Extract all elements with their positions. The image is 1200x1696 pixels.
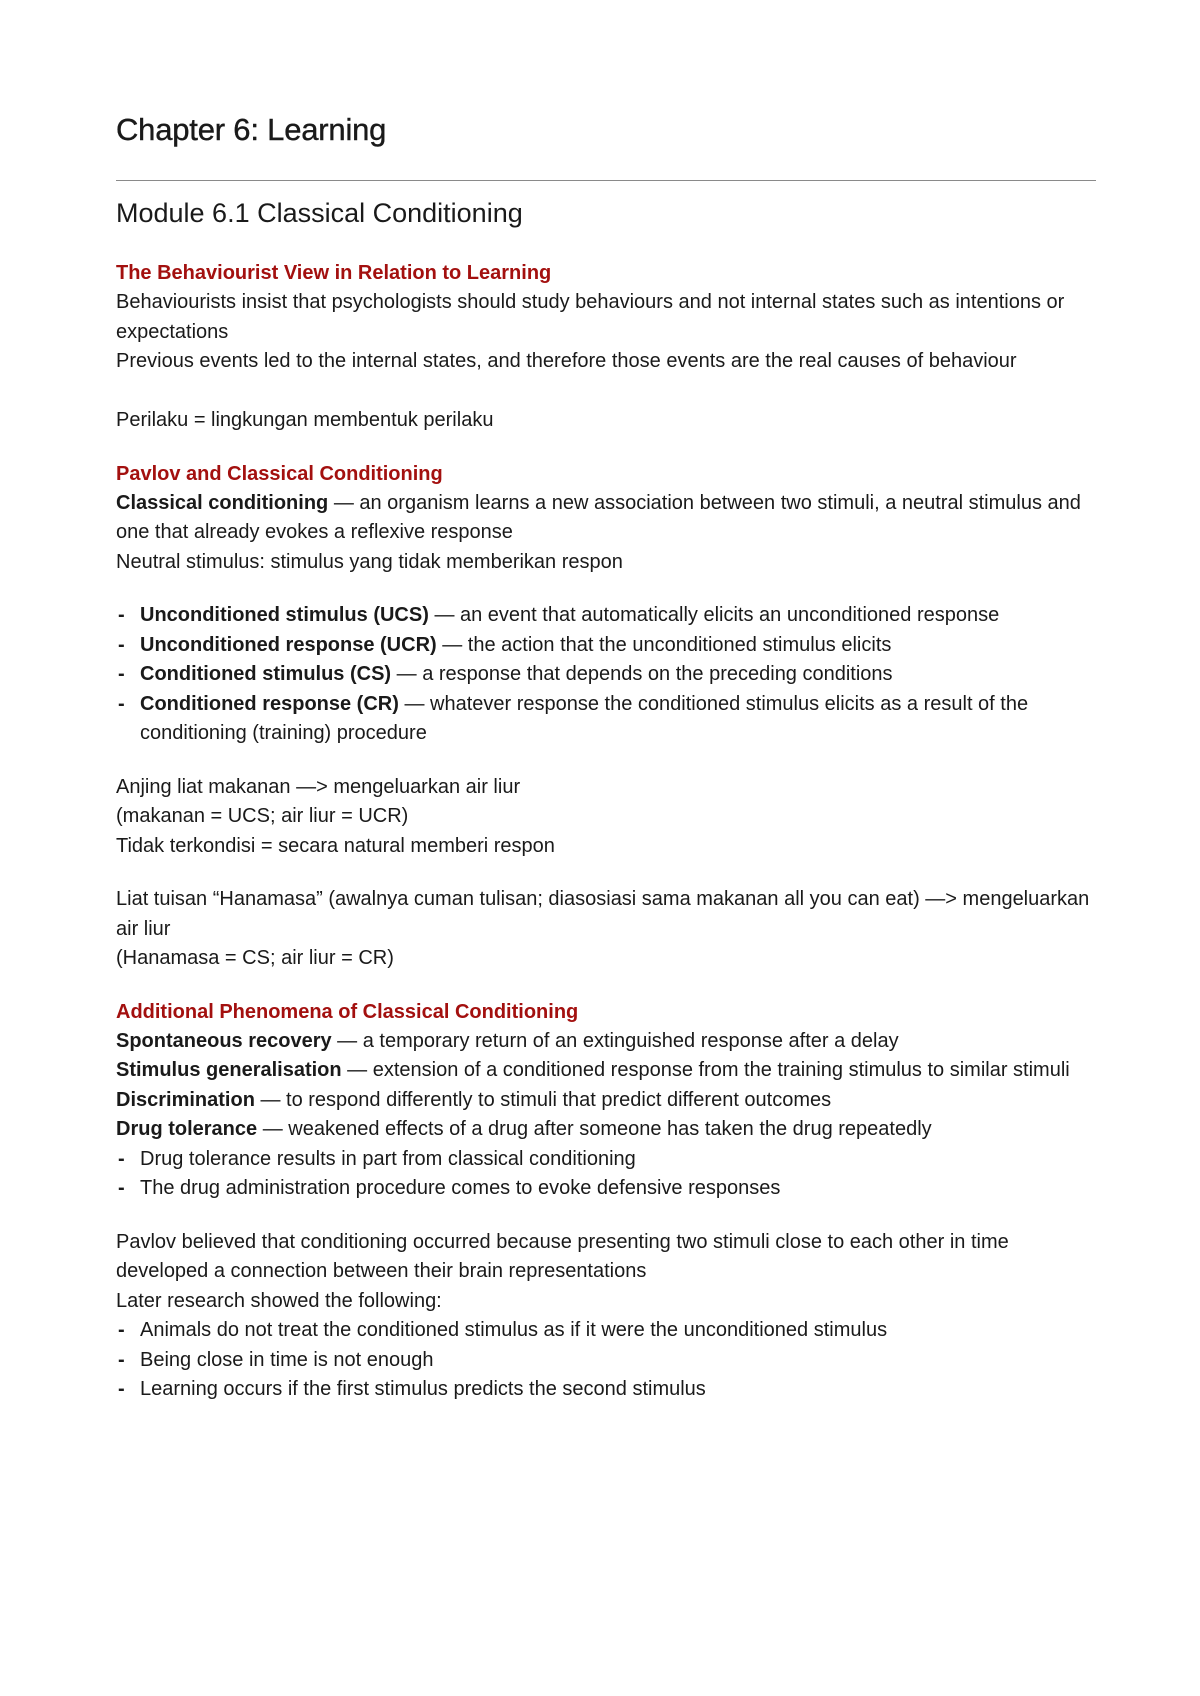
paragraph: (makanan = UCS; air liur = UCR) <box>116 805 409 827</box>
list-item <box>116 660 1096 690</box>
definition <box>116 489 1096 548</box>
definition-term: Discrimination <box>116 1088 255 1111</box>
paragraph: Perilaku = lingkungan membentuk perilaku <box>116 409 494 431</box>
paragraph: Behaviourists insist that psychologists should study behaviours and not internal states such as intentions or expectations <box>116 291 1065 343</box>
horizontal-rule <box>116 180 1096 181</box>
list-item: - Drug tolerance results in part from classical conditioning <box>116 1145 1096 1175</box>
paragraph: Neutral stimulus: stimulus yang tidak memberikan respon <box>116 550 623 573</box>
definition-text: — an organism learns a new association between two stimuli, a neutral stimulus and one that already evokes a reflexive response <box>116 491 1081 543</box>
definition <box>116 1115 1096 1145</box>
stimulus-list <box>116 601 1096 749</box>
paragraph: Previous events led to the internal states, and therefore those events are the real causes of behaviour <box>116 350 1017 372</box>
module-title: Module 6.1 Classical Conditioning <box>116 198 523 228</box>
list-item-term: Unconditioned response (UCR) <box>140 633 437 656</box>
list-item-term: Unconditioned stimulus (UCS) <box>140 604 429 626</box>
definition-term: Drug tolerance <box>116 1118 258 1140</box>
definition-text: — a temporary return of an extinguished response after a delay <box>331 1029 899 1052</box>
list-item-text: — whatever response the conditioned stimulus elicits as a result of the conditioning (training) procedure <box>140 692 1029 744</box>
research-list <box>116 1316 1096 1405</box>
drug-tolerance-list <box>116 1145 1096 1204</box>
list-item <box>116 631 1096 661</box>
paragraph: (Hanamasa = CS; air liur = CR) <box>116 947 394 969</box>
paragraph: Tidak terkondisi = secara natural memberi respon <box>116 834 555 857</box>
definition-term: Stimulus generalisation <box>116 1059 342 1081</box>
section-heading: Pavlov and Classical Conditioning <box>116 462 443 485</box>
definition-term: Spontaneous recovery <box>116 1029 332 1052</box>
paragraph: Pavlov believed that conditioning occurred because presenting two stimuli close to each other in time developed a connection between their brain representations <box>116 1230 1009 1282</box>
list-item-term: Conditioned stimulus (CS) <box>140 663 392 685</box>
list-item <box>116 690 1096 749</box>
paragraph: Anjing liat makanan —> mengeluarkan air liur <box>116 775 521 798</box>
list-item-text: — the action that the unconditioned stimulus elicits <box>436 633 892 656</box>
definition-term: Classical conditioning <box>116 491 329 514</box>
section-behaviourist <box>116 259 1096 436</box>
list-item: - Animals do not treat the conditioned stimulus as if it were the unconditioned stimulus <box>116 1316 1096 1346</box>
section-heading: Additional Phenomena of Classical Conditioning <box>116 1000 579 1023</box>
definition-text: — weakened effects of a drug after someone has taken the drug repeatedly <box>257 1118 932 1140</box>
list-item-text: — an event that automatically elicits an unconditioned response <box>428 604 1000 626</box>
paragraph: Later research showed the following: <box>116 1289 442 1312</box>
definition <box>116 1056 1096 1086</box>
definition-text: — extension of a conditioned response from the training stimulus to similar stimuli <box>341 1059 1070 1081</box>
list-item-term: Conditioned response (CR) <box>140 692 399 715</box>
section-additional <box>116 998 1096 1405</box>
list-item <box>116 601 1096 631</box>
document-page <box>116 110 1096 1405</box>
definition-text: — to respond differently to stimuli that predict different outcomes <box>254 1088 832 1111</box>
section-heading: The Behaviourist View in Relation to Learning <box>116 262 552 284</box>
paragraph: Liat tuisan “Hanamasa” (awalnya cuman tulisan; diasosiasi sama makanan all you can eat) —> mengeluarkan air liur <box>116 888 1090 940</box>
chapter-title: Chapter 6: Learning <box>116 112 387 147</box>
definition <box>116 1086 1096 1116</box>
definition <box>116 1027 1096 1057</box>
section-pavlov <box>116 460 1096 974</box>
list-item-text: — a response that depends on the preceding conditions <box>391 663 893 685</box>
list-item: - Being close in time is not enough <box>116 1346 1096 1376</box>
list-item: - Learning occurs if the first stimulus predicts the second stimulus <box>116 1375 1096 1405</box>
list-item: - The drug administration procedure comes to evoke defensive responses <box>116 1174 1096 1204</box>
